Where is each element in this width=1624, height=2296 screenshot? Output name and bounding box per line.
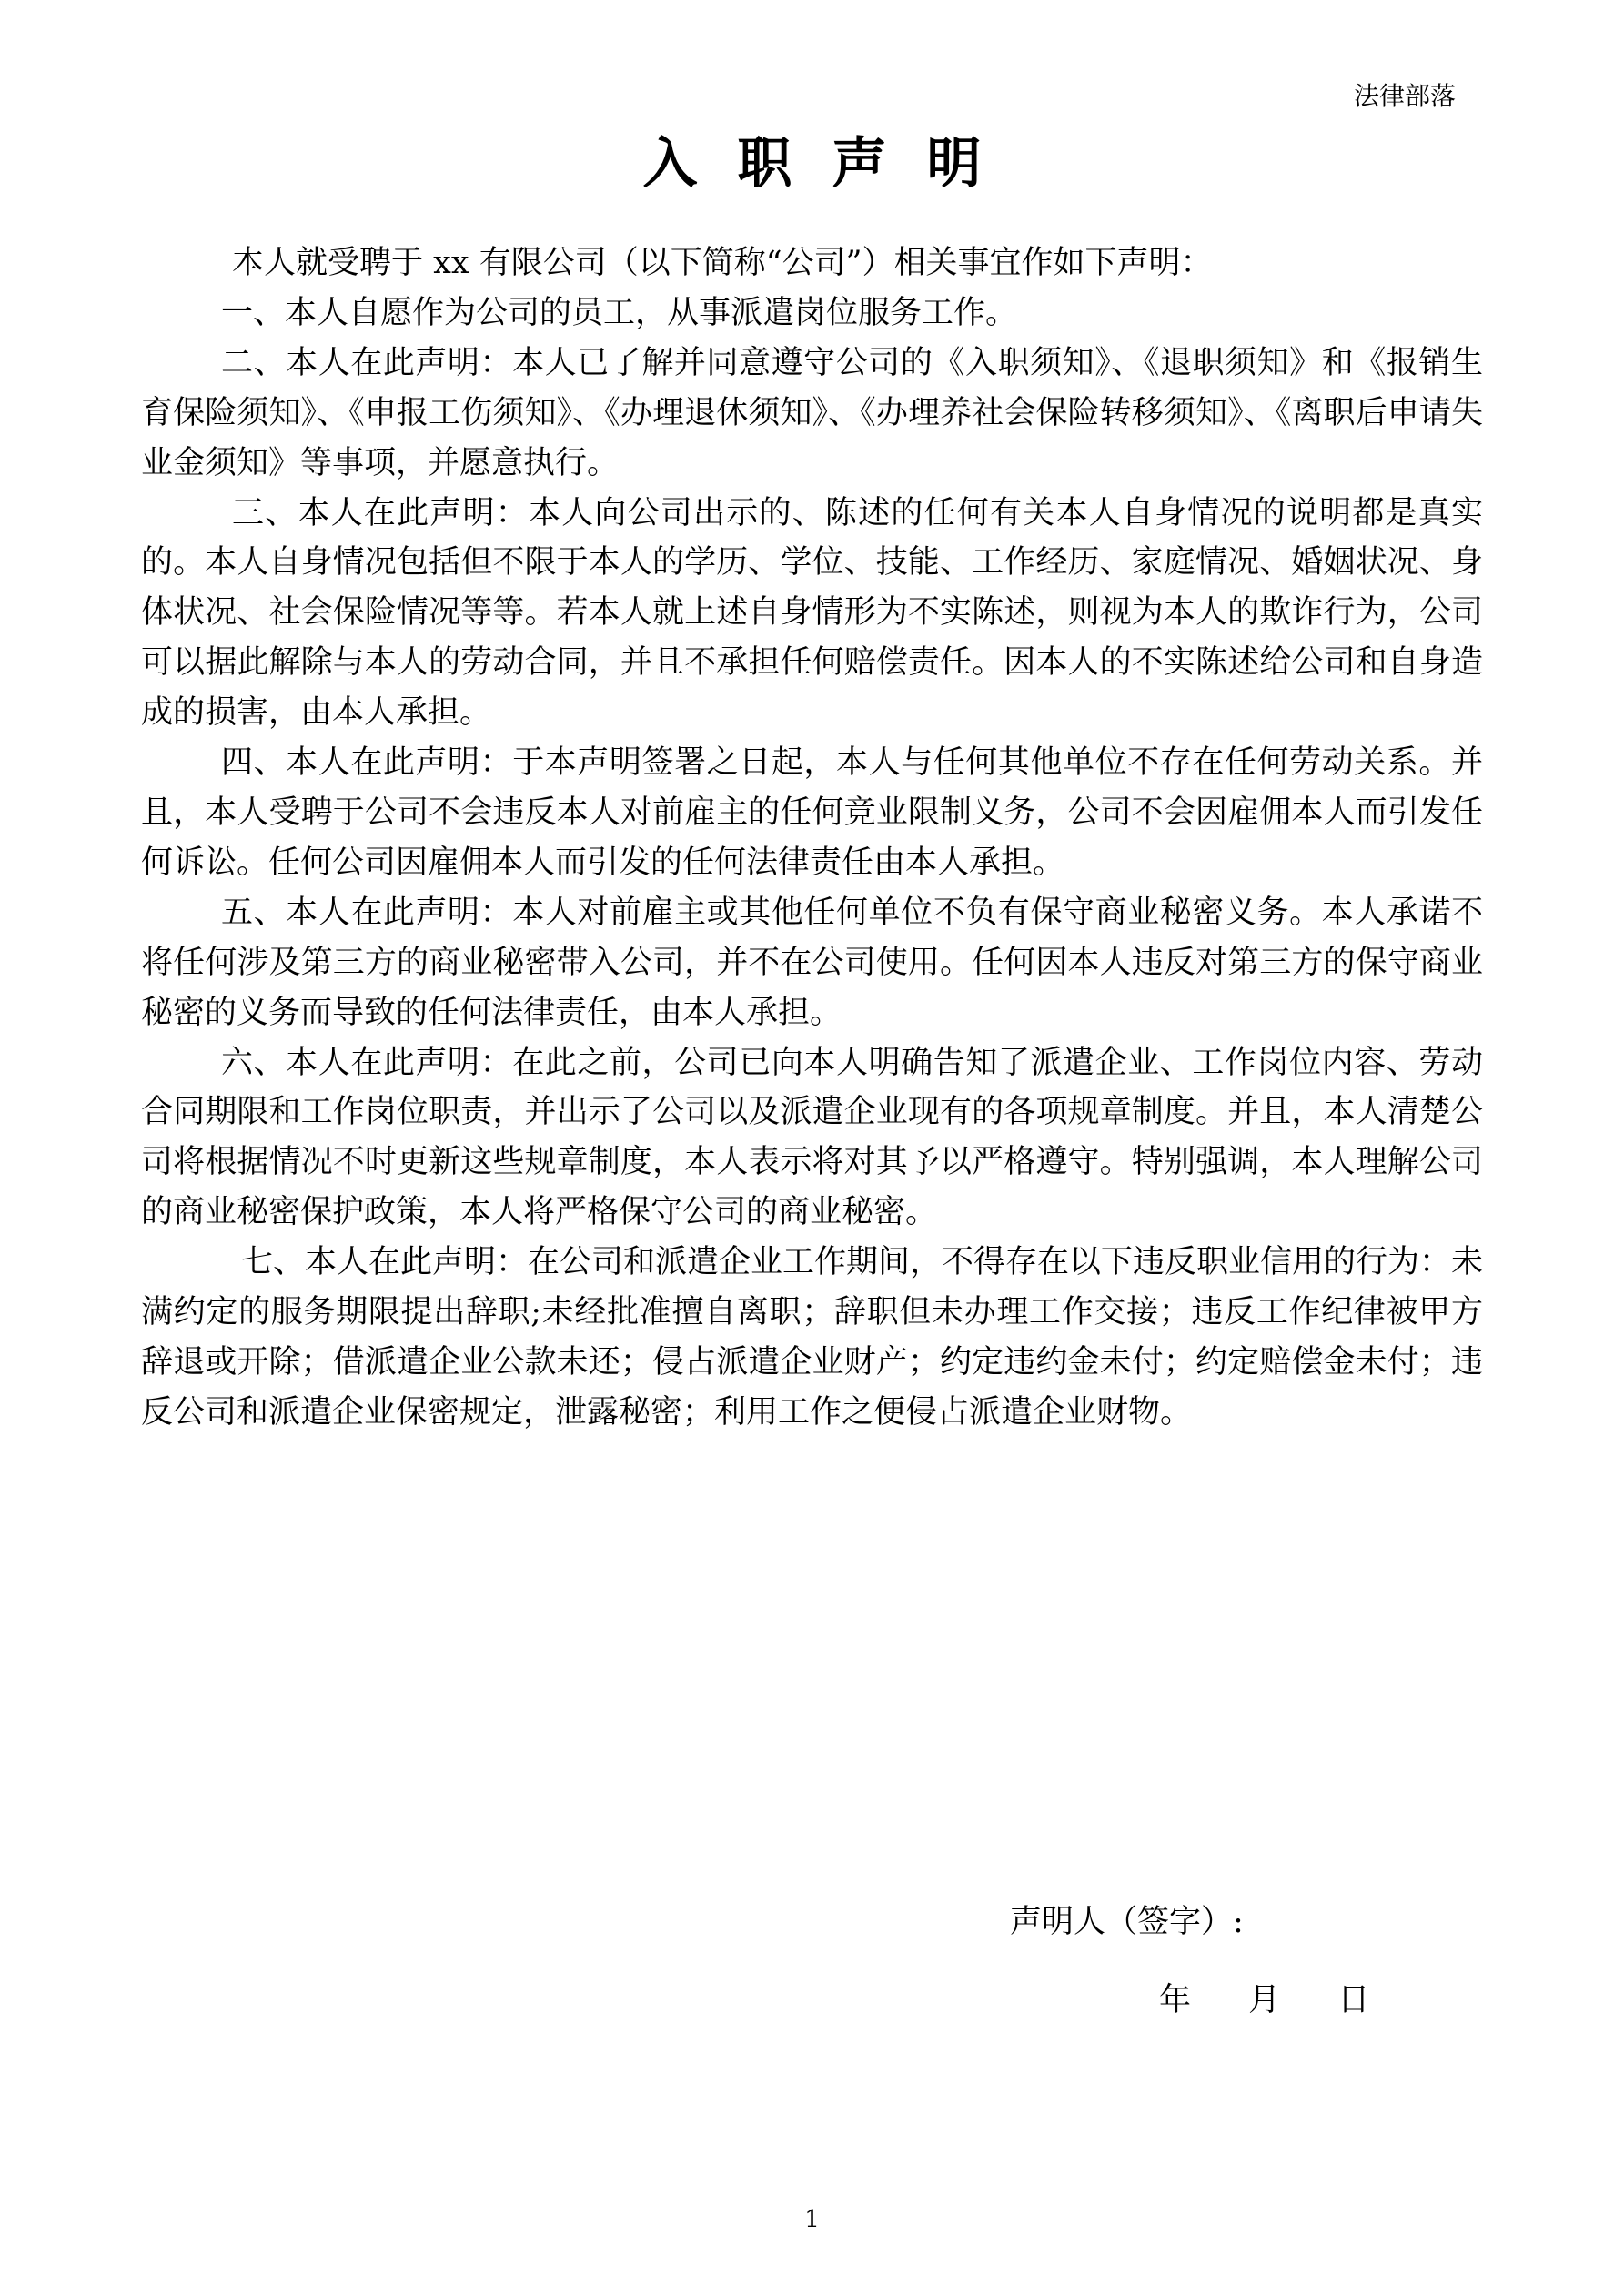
document-title: 入职声明: [642, 132, 1022, 196]
paragraph-clause-7: 七、本人在此声明：在公司和派遣企业工作期间，不得存在以下违反职业信用的行为：未满约定的服务期限提出辞职;未经批准擅自离职；辞职但未办理工作交接；违反工作纪律被甲方辞退或开除；借派遣企业公款未还；侵占派遣企业财产；约定违约金未付；约定赔偿金未付；违反公司和派遣企业保密规定，泄露秘密；利用工作之便侵占派遣企业财物。: [141, 1244, 1484, 1431]
header-mark: 法律部落: [1354, 81, 1457, 111]
paragraph-clause-2: 二、本人在此声明：本人已了解并同意遵守公司的《入职须知》、《退职须知》和《报销生育保险须知》、《申报工伤须知》、《办理退休须知》、《办理养社会保险转移须知》、《离职后申请失业金须知》等事项，并愿意执行。: [141, 344, 1483, 481]
paragraph-clause-5: 五、本人在此声明：本人对前雇主或其他任何单位不负有保守商业秘密义务。本人承诺不将任何涉及第三方的商业秘密带入公司，并不在公司使用。任何因本人违反对第三方的保守商业秘密的义务而导致的任何法律责任，由本人承担。: [141, 894, 1483, 1031]
date-line: [1159, 1978, 1369, 2022]
signature-label: 声明人（签字）:: [1010, 1904, 1244, 1940]
document-body: [141, 238, 1483, 1438]
paragraph-clause-4: 四、本人在此声明：于本声明签署之日起，本人与任何其他单位不存在任何劳动关系。并且，本人受聘于公司不会违反本人对前雇主的任何竞业限制义务，公司不会因雇佣本人而引发任何诉讼。任何公司因雇佣本人而引发的任何法律责任由本人承担。: [141, 744, 1483, 881]
date-day: 日: [1337, 1982, 1370, 2018]
paragraph-intro: 本人就受聘于 xx 有限公司（以下简称“公司”）相关事宜作如下声明：: [232, 245, 1213, 281]
date-month: 月: [1248, 1982, 1281, 2018]
paragraph-clause-6: 六、本人在此声明：在此之前，公司已向本人明确告知了派遣企业、工作岗位内容、劳动合同期限和工作岗位职责，并出示了公司以及派遣企业现有的各项规章制度。并且，本人清楚公司将根据情况不时更新这些规章制度，本人表示将对其予以严格遵守。特别强调，本人理解公司的商业秘密保护政策，本人将严格保守公司的商业秘密。: [141, 1044, 1483, 1231]
paragraph-clause-3: 三、本人在此声明：本人向公司出示的、陈述的任何有关本人自身情况的说明都是真实的。本人自身情况包括但不限于本人的学历、学位、技能、工作经历、家庭情况、婚姻状况、身体状况、社会保险情况等等。若本人就上述自身情形为不实陈述，则视为本人的欺诈行为，公司可以据此解除与本人的劳动合同，并且不承担任何赔偿责任。因本人的不实陈述给公司和自身造成的损害，由本人承担。: [141, 494, 1483, 732]
page-number: 1: [804, 2206, 820, 2233]
paragraph-clause-1: 一、本人自愿作为公司的员工，从事派遣岗位服务工作。: [221, 294, 1018, 331]
date-year: 年: [1159, 1982, 1192, 2018]
